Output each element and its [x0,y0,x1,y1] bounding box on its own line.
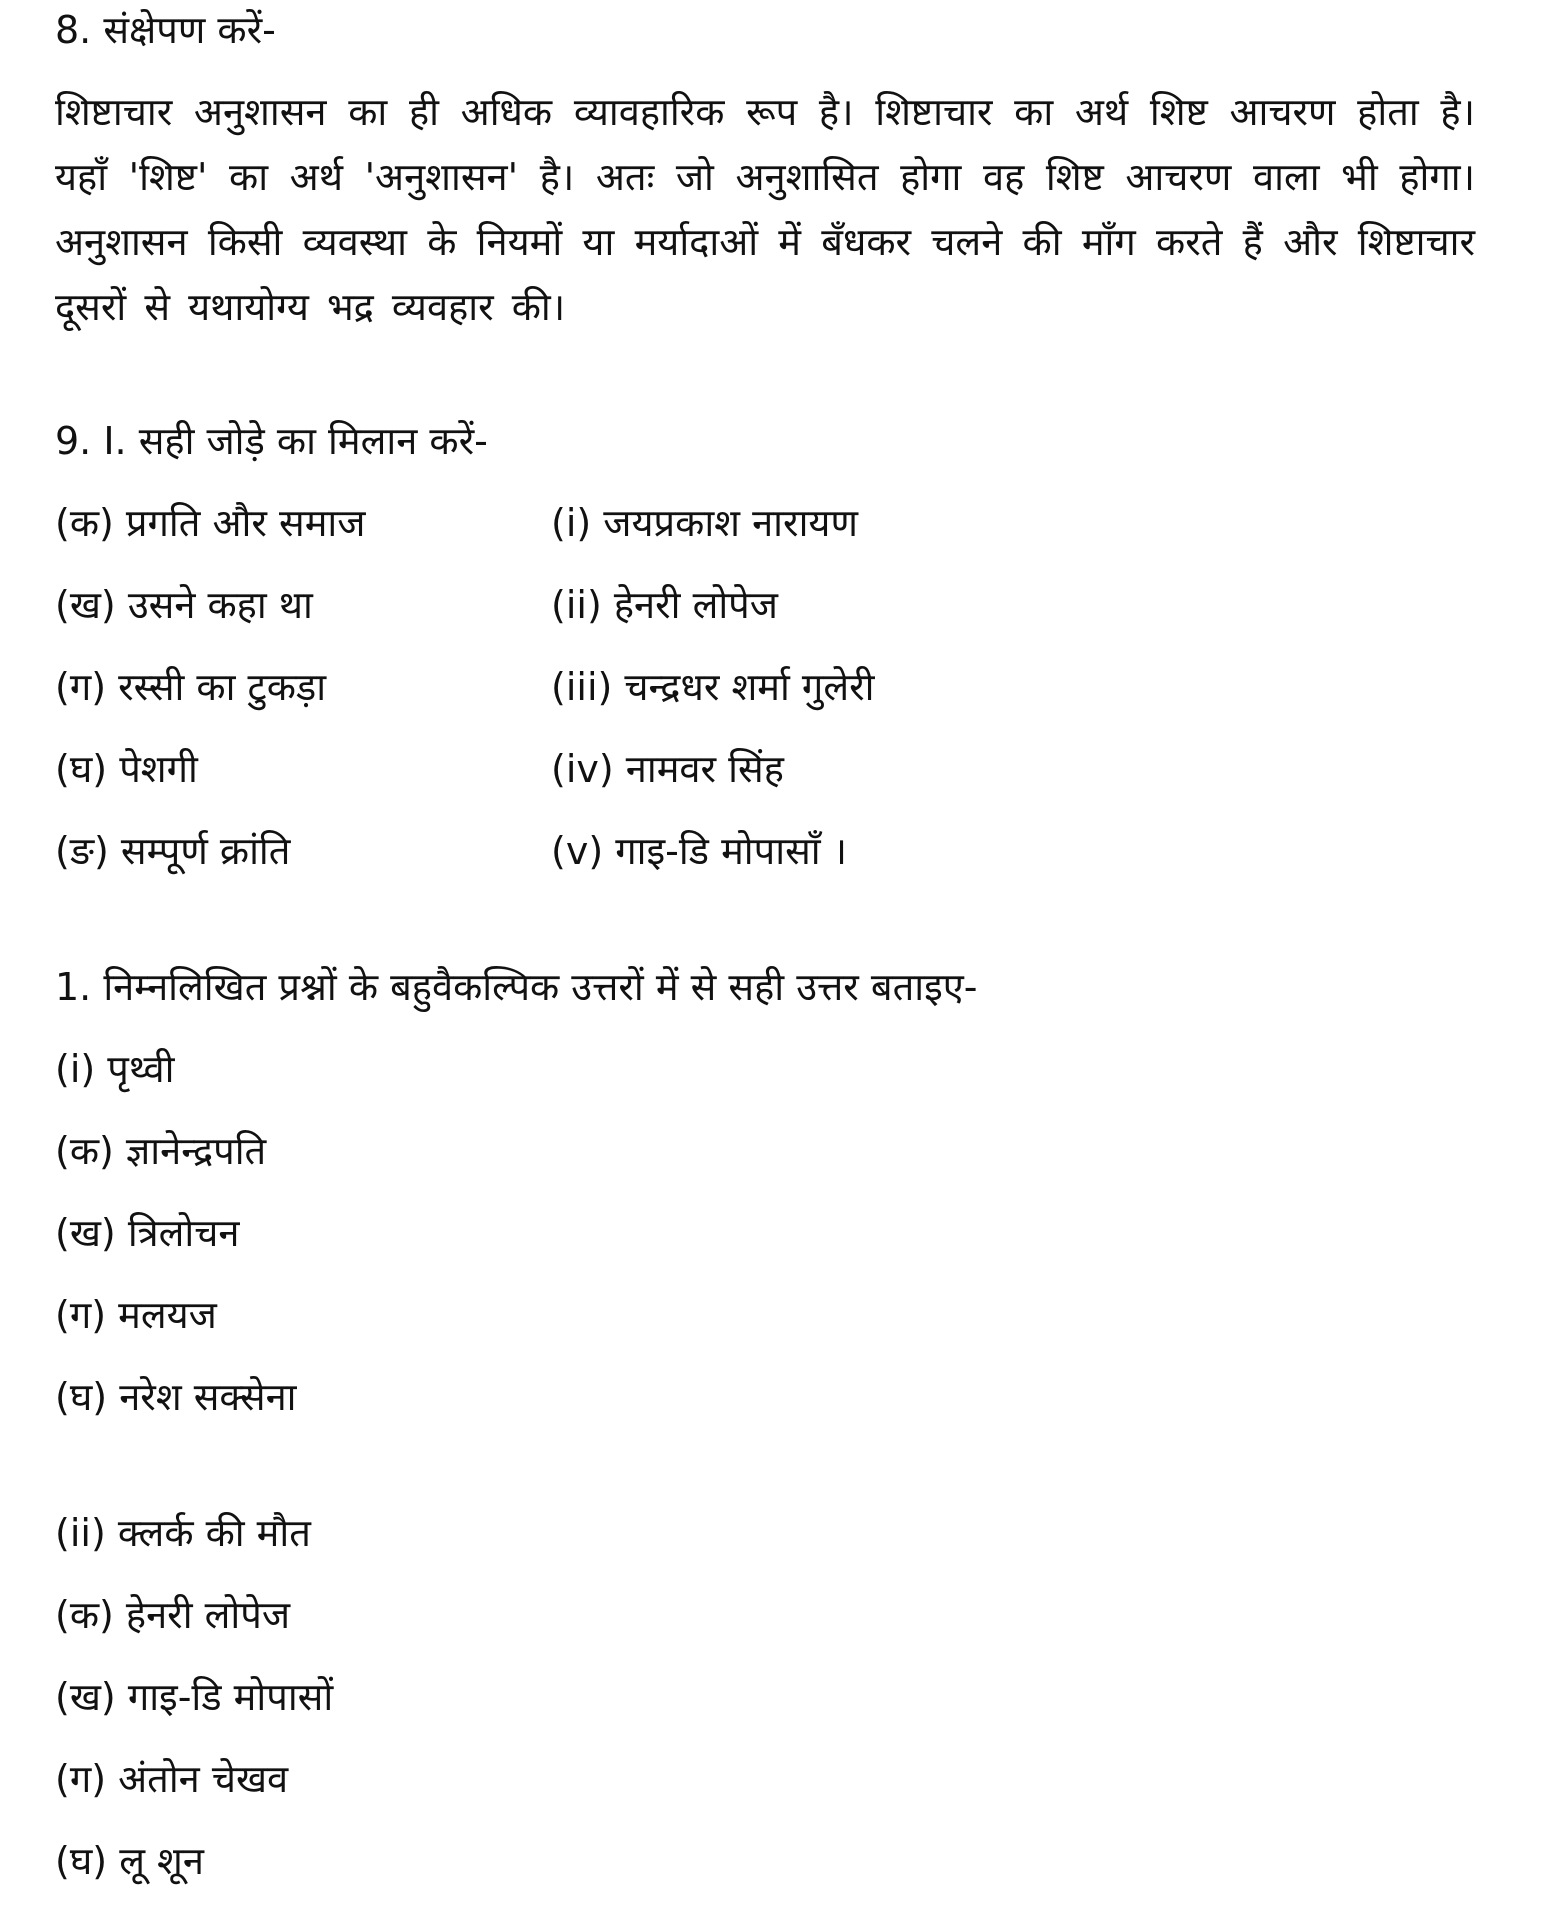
mcq-question: (ii) क्लर्क की मौत [55,1511,311,1555]
mcq-question: (i) पृथ्वी [55,1047,175,1091]
match-right-item: (v) गाइ-डि मोपासाँ । [551,829,848,873]
mcq-option: (घ) नरेश सक्सेना [55,1375,297,1419]
match-left-item: (ग) रस्सी का टुकड़ा [55,665,327,709]
match-left-item: (घ) पेशगी [55,747,198,791]
mcq-option: (ग) अंतोन चेखव [55,1757,289,1801]
q9-heading: 9. I. सही जोड़े का मिलान करें- [55,419,488,463]
q8-heading: 8. संक्षेपण करें- [55,8,276,52]
mcq-option: (ख) गाइ-डि मोपासों [55,1675,334,1719]
match-left-item: (क) प्रगति और समाज [55,501,366,545]
mcq-option: (ग) मलयज [55,1293,217,1337]
q8-paragraph: शिष्टाचार अनुशासन का ही अधिक व्यावहारिक रूप है। शिष्टाचार का अर्थ शिष्ट आचरण होता है। यहाँ 'शिष्ट' का अर्थ 'अनुशासन' है। अतः जो अनुशासित होगा वह शिष्ट आचरण वाला भी होगा। अनुशासन किसी व्यवस्था के नियमों या मर्यादाओं में बँधकर चलने की माँग करते हैं और शिष्टाचार दूसरों से यथायोग्य भद्र व्यवहार की। [55,90,1475,329]
mcq-option: (घ) लू शून [55,1839,204,1883]
match-right-item: (iv) नामवर सिंह [551,747,784,791]
mcq-option: (क) हेनरी लोपेज [55,1593,291,1637]
mcq-heading: 1. निम्नलिखित प्रश्नों के बहुवैकल्पिक उत्तरों में से सही उत्तर बताइए- [55,965,978,1009]
match-right-item: (iii) चन्द्रधर शर्मा गुलेरी [551,665,875,709]
mcq-option: (ख) त्रिलोचन [55,1211,240,1255]
match-right-item: (i) जयप्रकाश नारायण [551,501,858,545]
match-right-item: (ii) हेनरी लोपेज [551,583,778,627]
match-left-item: (ख) उसने कहा था [55,583,313,627]
mcq-option: (क) ज्ञानेन्द्रपति [55,1129,267,1173]
match-left-item: (ङ) सम्पूर्ण क्रांति [55,829,291,873]
